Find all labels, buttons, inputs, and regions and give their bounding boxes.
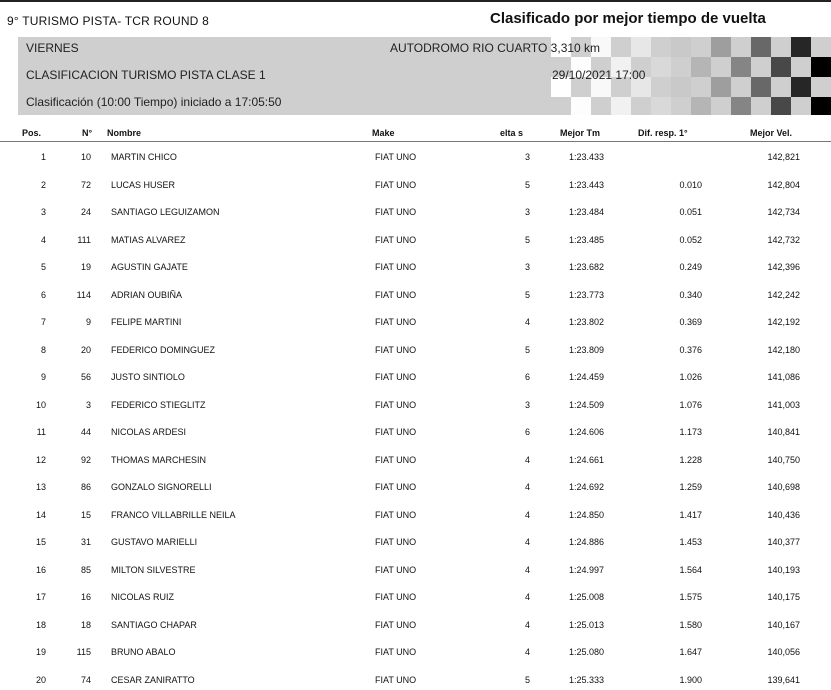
cell-laps: 3 [524, 207, 530, 217]
table-row [0, 363, 831, 390]
table-row [0, 281, 831, 308]
cell-num: 18 [80, 619, 91, 630]
checker-square [791, 77, 811, 97]
event-title: 9° TURISMO PISTA- TCR ROUND 8 [7, 14, 209, 28]
cell-best-speed: 140,750 [767, 454, 800, 465]
cell-laps: 6 [524, 372, 530, 382]
cell-make: FIAT UNO [375, 454, 417, 465]
cell-laps: 4 [524, 537, 530, 547]
cell-best-time: 1:25.333 [568, 674, 604, 685]
col-name: Nombre [107, 128, 142, 138]
cell-laps: 4 [524, 564, 530, 575]
cell-laps: 5 [524, 344, 530, 355]
report-title-bar [0, 0, 831, 36]
cell-make: FIAT UNO [375, 592, 417, 602]
cell-diff: 1.647 [679, 647, 702, 657]
table-row [0, 198, 831, 225]
cell-diff: 0.010 [679, 179, 702, 190]
cell-num: 56 [80, 372, 91, 382]
cell-diff: 1.259 [679, 482, 702, 492]
cell-diff: 0.340 [679, 289, 702, 300]
cell-best-speed: 140,175 [767, 592, 800, 602]
table-row [0, 446, 831, 473]
cell-name: JUSTO SINTIOLO [111, 372, 185, 382]
cell-best-time: 1:23.443 [568, 179, 604, 190]
checker-square [771, 57, 791, 77]
cell-best-speed: 142,732 [767, 234, 800, 245]
cell-best-speed: 139,641 [767, 674, 800, 685]
cell-best-speed: 140,377 [767, 537, 800, 547]
checker-square [651, 97, 671, 115]
session-datetime: 29/10/2021 17:00 [552, 68, 646, 82]
checker-square [691, 57, 711, 77]
checker-square [571, 97, 591, 115]
cell-pos: 5 [40, 262, 46, 272]
table-row [0, 666, 831, 690]
cell-name: BRUNO ABALO [111, 647, 176, 657]
table-row [0, 171, 831, 198]
cell-make: FIAT UNO [375, 207, 417, 217]
cell-name: NICOLAS RUIZ [111, 592, 175, 602]
cell-pos: 14 [35, 509, 46, 520]
table-row [0, 528, 831, 555]
cell-diff: 1.564 [679, 564, 702, 575]
cell-laps: 4 [524, 509, 530, 520]
cell-pos: 2 [40, 179, 46, 190]
cell-make: FIAT UNO [375, 619, 417, 630]
cell-make: FIAT UNO [375, 647, 417, 657]
cell-laps: 4 [524, 317, 530, 327]
cell-num: 16 [80, 592, 91, 602]
cell-pos: 3 [40, 207, 46, 217]
cell-make: FIAT UNO [375, 509, 417, 520]
cell-num: 24 [80, 207, 91, 217]
checker-square [711, 77, 731, 97]
cell-laps: 5 [524, 179, 530, 190]
checker-square [751, 37, 771, 57]
checker-square [711, 37, 731, 57]
cell-make: FIAT UNO [375, 262, 417, 272]
cell-best-speed: 142,396 [767, 262, 800, 272]
cell-num: 31 [80, 537, 91, 547]
checker-square [631, 37, 651, 57]
cell-diff: 0.376 [679, 344, 702, 355]
cell-name: LUCAS HUSER [111, 179, 176, 190]
cell-pos: 6 [40, 289, 46, 300]
cell-name: AGUSTIN GAJATE [111, 262, 188, 272]
cell-make: FIAT UNO [375, 234, 417, 245]
cell-pos: 16 [35, 564, 46, 575]
checker-square [771, 97, 791, 115]
table-row [0, 611, 831, 638]
cell-best-time: 1:24.886 [568, 537, 604, 547]
table-row [0, 556, 831, 583]
table-row [0, 226, 831, 253]
cell-best-time: 1:23.484 [568, 207, 604, 217]
table-row [0, 336, 831, 363]
cell-best-speed: 142,821 [767, 152, 800, 162]
cell-best-speed: 142,242 [767, 289, 800, 300]
col-best-speed: Mejor Vel. [750, 128, 793, 138]
col-laps: elta s [500, 128, 524, 138]
cell-diff: 1.580 [679, 619, 702, 630]
cell-name: FEDERICO DOMINGUEZ [111, 344, 216, 355]
col-diff: Dif. resp. 1° [638, 128, 688, 138]
cell-name: FEDERICO STIEGLITZ [111, 399, 206, 410]
cell-num: 15 [80, 509, 91, 520]
checker-square [731, 57, 751, 77]
cell-diff: 0.249 [679, 262, 702, 272]
checker-square [791, 37, 811, 57]
session-banner [18, 37, 831, 115]
cell-num: 86 [80, 482, 91, 492]
table-row [0, 418, 831, 445]
cell-diff: 1.173 [679, 427, 702, 437]
cell-best-time: 1:24.661 [568, 454, 604, 465]
cell-pos: 4 [40, 234, 46, 245]
checker-square [611, 97, 631, 115]
cell-laps: 5 [524, 674, 530, 685]
table-row [0, 473, 831, 500]
session-day: VIERNES [26, 41, 79, 55]
cell-name: NICOLAS ARDESI [111, 427, 187, 437]
table-row [0, 308, 831, 335]
cell-make: FIAT UNO [375, 372, 417, 382]
cell-diff: 1.900 [679, 674, 702, 685]
col-num: N° [82, 128, 93, 138]
checker-square [651, 57, 671, 77]
cell-make: FIAT UNO [375, 564, 417, 575]
cell-best-speed: 141,086 [767, 372, 800, 382]
cell-name: MARTIN CHICO [111, 152, 177, 162]
cell-best-time: 1:24.606 [568, 427, 604, 437]
checker-square [811, 57, 831, 77]
circuit-name: AUTODROMO RIO CUARTO 3,310 km [390, 41, 601, 55]
cell-diff: 0.369 [679, 317, 702, 327]
cell-pos: 1 [40, 152, 46, 162]
cell-best-time: 1:25.013 [568, 619, 604, 630]
cell-laps: 6 [524, 427, 530, 437]
cell-num: 85 [80, 564, 91, 575]
cell-num: 72 [80, 179, 91, 190]
cell-diff: 1.417 [679, 509, 702, 520]
cell-num: 10 [80, 152, 91, 162]
checker-square [811, 97, 831, 115]
cell-best-time: 1:23.682 [568, 262, 604, 272]
cell-best-time: 1:23.433 [568, 152, 604, 162]
cell-best-speed: 140,193 [767, 564, 800, 575]
cell-best-time: 1:24.850 [568, 509, 604, 520]
cell-pos: 10 [35, 399, 46, 410]
cell-best-speed: 142,192 [767, 317, 800, 327]
cell-make: FIAT UNO [375, 152, 417, 162]
cell-best-time: 1:24.509 [568, 399, 604, 410]
cell-best-time: 1:23.809 [568, 344, 604, 355]
cell-num: 3 [85, 399, 91, 410]
cell-pos: 17 [35, 592, 46, 602]
cell-num: 74 [80, 674, 91, 685]
cell-diff: 1.228 [679, 454, 702, 465]
cell-name: MILTON SILVESTRE [111, 564, 196, 575]
cell-pos: 20 [35, 674, 46, 685]
cell-laps: 4 [524, 454, 530, 465]
col-pos: Pos. [22, 128, 42, 138]
cell-make: FIAT UNO [375, 399, 417, 410]
checker-square [691, 97, 711, 115]
table-row [0, 638, 831, 665]
cell-diff: 1.076 [679, 399, 702, 410]
cell-num: 115 [76, 647, 91, 657]
cell-best-time: 1:25.080 [568, 647, 604, 657]
cell-name: THOMAS MARCHESIN [111, 454, 207, 465]
cell-best-time: 1:24.997 [568, 564, 604, 575]
cell-best-time: 1:23.485 [568, 234, 604, 245]
cell-best-speed: 140,841 [767, 427, 800, 437]
cell-laps: 3 [524, 152, 530, 162]
cell-make: FIAT UNO [375, 674, 417, 685]
cell-best-speed: 140,056 [767, 647, 800, 657]
cell-diff: 1.575 [679, 592, 702, 602]
cell-pos: 19 [35, 647, 46, 657]
cell-num: 92 [80, 454, 91, 465]
col-make: Make [372, 128, 395, 138]
cell-pos: 15 [35, 537, 46, 547]
cell-num: 44 [80, 427, 91, 437]
cell-best-speed: 142,804 [767, 179, 800, 190]
cell-diff: 1.026 [679, 372, 702, 382]
col-best-time: Mejor Tm [560, 128, 601, 138]
table-row [0, 583, 831, 610]
session-name: CLASIFICACION TURISMO PISTA CLASE 1 [26, 68, 266, 82]
cell-make: FIAT UNO [375, 427, 417, 437]
cell-pos: 12 [35, 454, 46, 465]
cell-best-time: 1:25.008 [568, 592, 604, 602]
cell-make: FIAT UNO [375, 482, 417, 492]
cell-laps: 4 [524, 482, 530, 492]
cell-name: SANTIAGO CHAPAR [111, 619, 197, 630]
cell-best-time: 1:24.692 [568, 482, 604, 492]
cell-laps: 5 [524, 234, 530, 245]
cell-pos: 13 [35, 482, 46, 492]
cell-name: ADRIAN OUBIÑA [111, 289, 183, 300]
table-row [0, 143, 831, 170]
cell-best-speed: 142,180 [767, 344, 800, 355]
cell-name: FRANCO VILLABRILLE NEILA [111, 509, 236, 520]
cell-laps: 5 [524, 289, 530, 300]
cell-pos: 9 [40, 372, 46, 382]
cell-pos: 8 [40, 344, 46, 355]
checker-square [731, 97, 751, 115]
cell-laps: 4 [524, 619, 530, 630]
cell-num: 9 [85, 317, 91, 327]
cell-best-speed: 140,167 [767, 619, 800, 630]
cell-best-speed: 142,734 [767, 207, 800, 217]
checker-square [751, 77, 771, 97]
cell-diff: 0.052 [679, 234, 702, 245]
cell-best-time: 1:23.773 [568, 289, 604, 300]
cell-best-time: 1:24.459 [568, 372, 604, 382]
table-row [0, 391, 831, 418]
cell-best-time: 1:23.802 [568, 317, 604, 327]
cell-laps: 4 [524, 592, 530, 602]
cell-make: FIAT UNO [375, 289, 417, 300]
cell-diff: 0.051 [679, 207, 702, 217]
cell-name: SANTIAGO LEGUIZAMON [111, 207, 220, 217]
checker-square [671, 77, 691, 97]
cell-laps: 3 [524, 399, 530, 410]
cell-name: GUSTAVO MARIELLI [111, 537, 198, 547]
cell-make: FIAT UNO [375, 317, 417, 327]
cell-name: CESAR ZANIRATTO [111, 674, 195, 685]
table-row [0, 253, 831, 280]
cell-pos: 7 [40, 317, 46, 327]
cell-best-speed: 140,436 [767, 509, 800, 520]
cell-laps: 3 [524, 262, 530, 272]
cell-name: MATIAS ALVAREZ [111, 234, 186, 245]
cell-make: FIAT UNO [375, 179, 417, 190]
cell-make: FIAT UNO [375, 537, 417, 547]
cell-num: 20 [80, 344, 91, 355]
cell-best-speed: 141,003 [767, 399, 800, 410]
table-row [0, 501, 831, 528]
table-header [0, 124, 831, 142]
cell-make: FIAT UNO [375, 344, 417, 355]
checker-square [671, 37, 691, 57]
cell-best-speed: 140,698 [767, 482, 800, 492]
cell-laps: 4 [524, 647, 530, 657]
cell-name: GONZALO SIGNORELLI [111, 482, 212, 492]
classification-type: Clasificado por mejor tiempo de vuelta [490, 10, 766, 27]
cell-diff: 1.453 [679, 537, 702, 547]
cell-num: 111 [77, 234, 91, 245]
cell-pos: 18 [35, 619, 46, 630]
session-status: Clasificación (10:00 Tiempo) iniciado a 17:05:50 [26, 95, 282, 109]
cell-name: FELIPE MARTINI [111, 317, 182, 327]
cell-num: 114 [76, 289, 91, 300]
cell-pos: 11 [36, 427, 46, 437]
cell-num: 19 [80, 262, 91, 272]
